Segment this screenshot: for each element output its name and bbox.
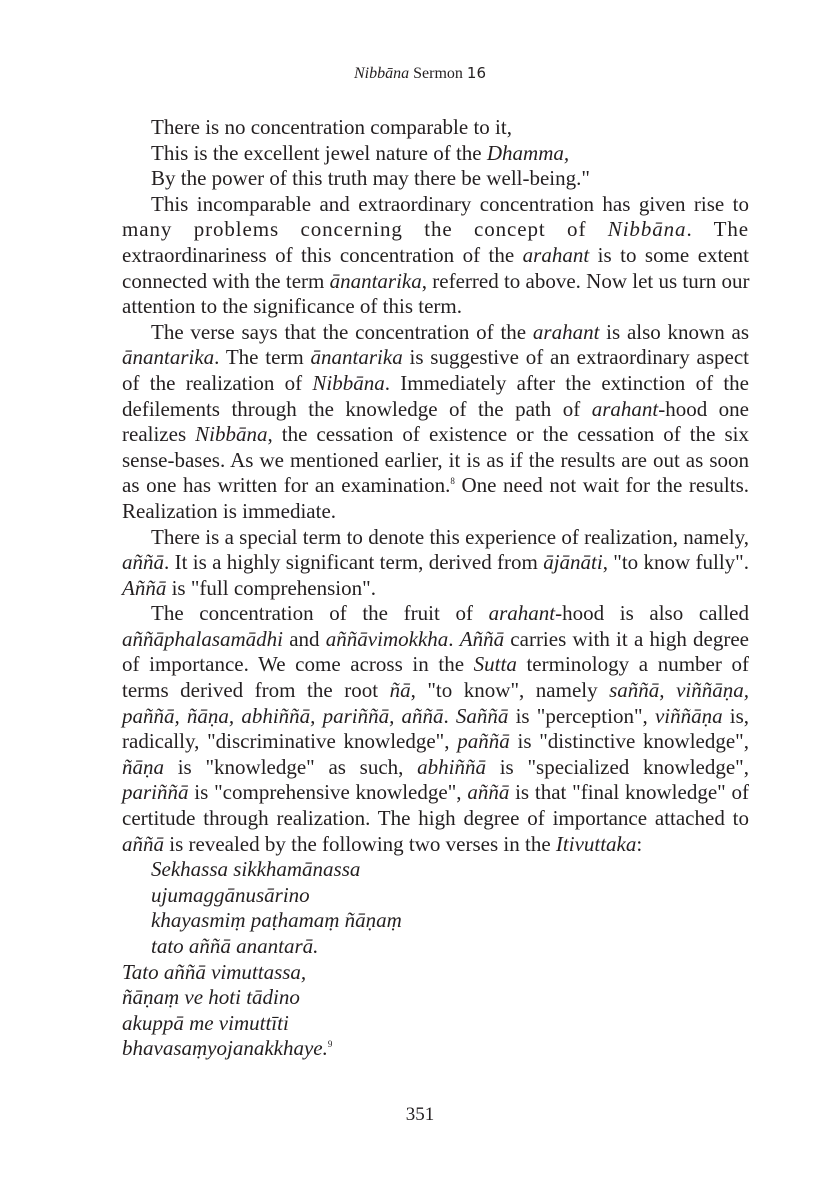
italic-term: arahant — [522, 242, 590, 267]
italic-term: paññā, ñāṇa, abhiññā, pariññā, aññā — [122, 703, 444, 728]
italic-term: arahant — [488, 601, 556, 626]
text-span: . The — [686, 217, 749, 242]
text-span: One need not wait for the results. — [454, 473, 749, 498]
pali-verse-line — [122, 934, 749, 960]
italic-term: aññā — [467, 780, 510, 805]
text-span: is "full comprehension". — [166, 575, 376, 600]
text-span: By the power of this truth may there be well-being." — [151, 166, 590, 191]
italic-term: akuppā me vimuttīti — [122, 1010, 289, 1035]
text-span: . — [443, 703, 456, 728]
pali-verse-line — [122, 985, 749, 1011]
pali-verse-line — [122, 1036, 749, 1062]
text-span: -hood is also called — [555, 601, 749, 626]
paragraph-line — [122, 729, 749, 755]
sermon-number: 16 — [466, 64, 486, 82]
paragraph-line — [122, 601, 749, 627]
paragraph-line — [122, 294, 749, 320]
italic-term: Nibbāna — [607, 217, 687, 242]
paragraph-line — [122, 576, 749, 602]
italic-term: Itivuttaka — [555, 831, 637, 856]
italic-term: ñāṇa — [122, 754, 164, 779]
italic-term: aññā — [122, 550, 164, 575]
text-span: and — [283, 626, 326, 651]
text-span: . Immediately after the extinction of the — [384, 370, 750, 395]
verse-line — [122, 141, 749, 167]
italic-term: pariññā — [122, 780, 189, 805]
paragraph-line — [122, 473, 749, 499]
text-span: is, — [722, 703, 750, 728]
pali-verse-line — [122, 908, 749, 934]
italic-term: bhavasaṃyojanakkhaye. — [122, 1036, 328, 1061]
italic-term: aññā — [122, 831, 164, 856]
text-span: This is the excellent jewel nature of the — [151, 140, 487, 165]
text-span: is "specialized knowledge", — [486, 754, 749, 779]
paragraph-line — [122, 243, 749, 269]
text-span: realizes — [122, 422, 196, 447]
italic-term: aññāphalasamādhi — [122, 626, 284, 651]
italic-term: aññāvimokkha — [325, 626, 449, 651]
text-span: , "to know", namely — [410, 678, 610, 703]
paragraph-line — [122, 448, 749, 474]
header-title: Sermon — [409, 65, 463, 82]
paragraph-line — [122, 217, 749, 243]
italic-term: Sekhassa sikkhamānassa — [151, 857, 361, 882]
text-span: Realization is immediate. — [122, 498, 337, 523]
page-number: 351 — [405, 1104, 435, 1125]
italic-term: ājānāti — [543, 550, 603, 575]
text-span: , the cessation of existence or the cessation of the six — [267, 422, 749, 447]
paragraph-line — [122, 832, 749, 858]
text-span: as one has written for an examination. — [122, 473, 451, 498]
running-header — [0, 62, 840, 85]
text-span: is also known as — [599, 319, 749, 344]
paragraph-line — [122, 499, 749, 525]
text-span: . It is a highly significant term, derived from — [164, 550, 544, 575]
pali-verse-line — [122, 883, 749, 909]
italic-term: Aññā — [459, 626, 505, 651]
italic-term: Aññā — [122, 575, 167, 600]
text-span: , "to know fully". — [602, 550, 749, 575]
text-span: radically, "discriminative knowledge", — [122, 729, 458, 754]
text-span: certitude through realization. The high degree of importance attached to — [122, 806, 749, 831]
paragraph-line — [122, 780, 749, 806]
text-span: many problems concerning the concept of — [122, 217, 608, 242]
paragraph-line — [122, 550, 749, 576]
italic-term: Sutta — [473, 652, 517, 677]
verse-line — [122, 115, 749, 141]
footnote-ref[interactable]: 8 — [450, 476, 455, 487]
text-span: is to some extent — [589, 242, 750, 267]
text-span: . The term — [214, 345, 311, 370]
italic-term: ñā — [389, 678, 411, 703]
text-span: is revealed by the following two verses in the — [164, 831, 556, 856]
paragraph-line — [122, 192, 749, 218]
text-span: defilements through the knowledge of the path of — [122, 396, 592, 421]
text-span: : — [636, 831, 643, 856]
text-span: There is no concentration comparable to it, — [151, 115, 512, 139]
text-span: is "distinctive knowledge", — [509, 729, 749, 754]
text-span: -hood one — [658, 396, 749, 421]
text-span: is "comprehensive knowledge", — [188, 780, 468, 805]
text-span: This incomparable and extraordinary concentration has given rise to — [151, 191, 749, 216]
text-span: extraordinariness of this concentration of the — [122, 242, 523, 267]
text-span: is "knowledge" as such, — [164, 754, 418, 779]
text-span: There is a special term to denote this experience of realization, namely, — [151, 524, 749, 549]
paragraph-line — [122, 345, 749, 371]
pali-verse-line — [122, 1011, 749, 1037]
italic-term: ñāṇaṃ ve hoti tādino — [122, 985, 300, 1010]
text-span: , referred to above. Now let us turn our — [421, 268, 750, 293]
text-span: of the realization of — [122, 370, 313, 395]
italic-term: paññā — [457, 729, 510, 754]
page-body — [122, 115, 749, 1062]
text-span: terms derived from the root — [122, 678, 390, 703]
header-title-italic: Nibbāna — [354, 65, 410, 82]
italic-term: arahant — [532, 319, 600, 344]
text-span: is suggestive of an extraordinary aspect — [402, 345, 749, 370]
text-span: sense-bases. As we mentioned earlier, it is as if the results are out as soon — [122, 447, 749, 472]
text-span: The verse says that the concentration of the — [151, 319, 533, 344]
text-span: The concentration of the fruit of — [151, 601, 489, 626]
italic-term: Saññā — [455, 703, 509, 728]
paragraph-line — [122, 678, 749, 704]
italic-term: Dhamma, — [486, 140, 570, 165]
text-span: terminology a number of — [516, 652, 749, 677]
italic-term: tato aññā anantarā. — [151, 934, 319, 958]
italic-term: abhiññā — [417, 754, 486, 779]
italic-term: saññā, viññāṇa, — [609, 678, 749, 703]
italic-term: Nibbāna — [195, 422, 268, 447]
paragraph-line — [122, 397, 749, 423]
pali-verse-line — [122, 960, 749, 986]
paragraph-line — [122, 806, 749, 832]
text-span: is "perception", — [508, 703, 655, 728]
text-span: carries with it a high degree — [504, 626, 750, 651]
italic-term: Nibbāna — [312, 370, 385, 395]
paragraph-line — [122, 627, 749, 653]
italic-term: arahant — [591, 396, 659, 421]
paragraph-line — [122, 525, 749, 551]
paragraph-line — [122, 755, 749, 781]
italic-term: Tato aññā vimuttassa, — [122, 959, 307, 984]
italic-term: viññāṇa — [654, 703, 723, 728]
footnote-ref[interactable]: 9 — [327, 1039, 333, 1050]
paragraph-line — [122, 704, 749, 730]
paragraph-line — [122, 422, 749, 448]
italic-term: khayasmiṃ paṭhamaṃ ñāṇaṃ — [151, 908, 402, 933]
text-span: . — [448, 626, 460, 651]
italic-term: ānantarika — [329, 268, 422, 293]
verse-line — [122, 166, 749, 192]
paragraph-line — [122, 371, 749, 397]
paragraph-line — [122, 320, 749, 346]
text-span: attention to the significance of this term. — [122, 294, 462, 319]
paragraph-line — [122, 269, 749, 295]
italic-term: ānantarika — [122, 345, 215, 370]
text-span: of importance. We come across in the — [122, 652, 474, 677]
italic-term: ujumaggānusārino — [151, 882, 310, 907]
text-span: is that "final knowledge" of — [509, 780, 749, 805]
text-span: connected with the term — [122, 268, 330, 293]
paragraph-line — [122, 652, 749, 678]
italic-term: ānantarika — [310, 345, 403, 370]
pali-verse-line — [122, 857, 749, 883]
